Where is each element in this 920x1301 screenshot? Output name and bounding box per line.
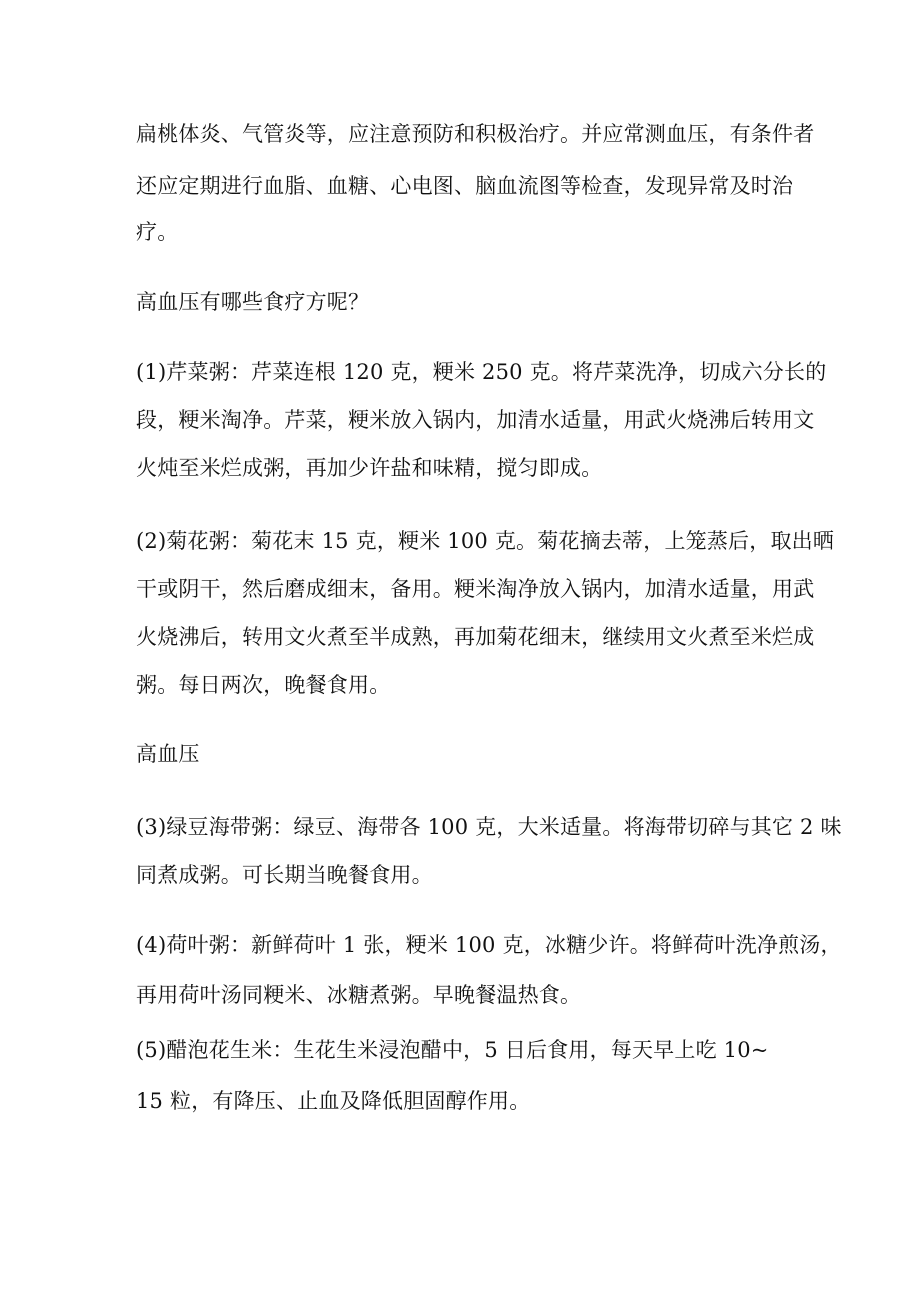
recipe-line: 再用荷叶汤同粳米、冰糖煮粥。早晚餐温热食。 — [136, 983, 582, 1007]
section-heading: 高血压有哪些食疗方呢？ — [136, 290, 370, 314]
recipe-line: 15 粒，有降压、止血及降低胆固醇作用。 — [136, 1089, 531, 1113]
recipe-line: 同煮成粥。可长期当晚餐食用。 — [136, 863, 433, 887]
recipe-line: 火烧沸后，转用文火煮至半成熟，再加菊花细末，继续用文火煮至米烂成 — [136, 625, 815, 649]
recipe-line: (4)荷叶粥：新鲜荷叶 1 张，粳米 100 克，冰糖少许。将鲜荷叶洗净煎汤， — [136, 933, 842, 957]
recipe-line: 段，粳米淘净。芹菜，粳米放入锅内，加清水适量，用武火烧沸后转用文 — [136, 408, 815, 432]
body-text-line: 疗。 — [136, 220, 179, 244]
recipe-line: (2)菊花粥：菊花末 15 克，粳米 100 克。菊花摘去蒂，上笼蒸后，取出晒 — [136, 529, 835, 553]
section-heading: 高血压 — [136, 742, 200, 766]
recipe-line: (3)绿豆海带粥：绿豆、海带各 100 克，大米适量。将海带切碎与其它 2 味 — [136, 815, 842, 839]
recipe-line: 火炖至米烂成粥，再加少许盐和味精，搅匀即成。 — [136, 456, 603, 480]
recipe-line: 干或阴干，然后磨成细末，备用。粳米淘净放入锅内，加清水适量，用武 — [136, 577, 815, 601]
recipe-line: (1)芹菜粥：芹菜连根 120 克，粳米 250 克。将芹菜洗净，切成六分长的 — [136, 360, 827, 384]
body-text-line: 扁桃体炎、气管炎等，应注意预防和积极治疗。并应常测血压，有条件者 — [136, 122, 815, 146]
body-text-line: 还应定期进行血脂、血糖、心电图、脑血流图等检查，发现异常及时治 — [136, 174, 794, 198]
recipe-line: 粥。每日两次，晚餐食用。 — [136, 673, 391, 697]
recipe-line: (5)醋泡花生米：生花生米浸泡醋中，5 日后食用，每天早上吃 10~ — [136, 1038, 769, 1062]
